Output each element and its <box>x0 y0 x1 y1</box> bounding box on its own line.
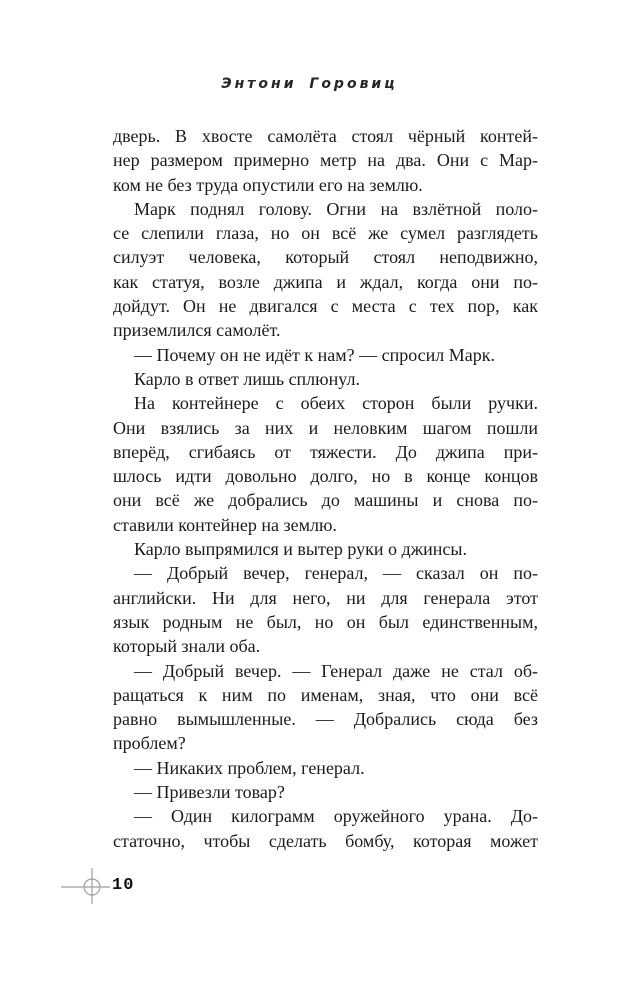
text-line: ращаться к ним по именам, зная, что они всё <box>113 684 538 705</box>
text-line: проблем? <box>113 733 186 754</box>
text-line: ком не без труда опустили его на землю. <box>113 174 423 195</box>
text-line: статочно, чтобы сделать бомбу, которая может <box>113 830 538 851</box>
text-line: язык родным не был, но он был единственным, <box>113 611 538 632</box>
text-line: приземлился самолёт. <box>113 320 281 341</box>
text-line: который знали оба. <box>113 636 261 657</box>
text-line: — Добрый вечер, генерал, — сказал он по- <box>134 563 538 584</box>
text-line: Марк поднял голову. Огни на взлётной поло- <box>134 198 538 219</box>
text-line: шлось идти довольно долго, но в конце концов <box>113 466 538 487</box>
text-line: силуэт человека, который стоял неподвижно, <box>113 247 538 268</box>
text-line: Карло в ответ лишь сплюнул. <box>134 368 360 389</box>
text-line: вперёд, сгибаясь от тяжести. До джипа при- <box>113 441 538 462</box>
text-line: — Почему он не идёт к нам? — спросил Марк. <box>134 344 496 365</box>
text-line: как статуя, возле джипа и ждал, когда они по- <box>113 271 538 292</box>
text-line: нер размером примерно метр на два. Они с Мар- <box>113 150 538 171</box>
text-line: — Один килограмм оружейного урана. До- <box>134 806 538 827</box>
page-number: 10 <box>112 876 135 895</box>
footer <box>58 864 118 908</box>
text-line: — Добрый вечер. — Генерал даже не стал об- <box>134 660 538 681</box>
text-line: Они взялись за них и неловким шагом пошли <box>113 417 538 438</box>
text-line: дойдут. Он не двигался с места с тех пор, как <box>113 296 538 317</box>
text-line: се слепили глаза, но он всё же сумел разглядеть <box>113 223 538 244</box>
text-line: дверь. В хвосте самолёта стоял чёрный контей- <box>113 126 538 146</box>
text-line: — Никаких проблем, генерал. <box>134 757 365 778</box>
text-line: Карло выпрямился и вытер руки о джинсы. <box>134 539 467 560</box>
registration-mark-icon <box>58 864 118 908</box>
text-line: — Привезли товар? <box>134 782 285 803</box>
text-line: равно вымышленные. — Добрались сюда без <box>113 709 538 730</box>
body-text <box>113 124 538 853</box>
running-head-author: Энтони Горовиц <box>221 76 398 92</box>
text-line: английски. Ни для него, ни для генерала этот <box>113 587 538 608</box>
text-line: На контейнере с обеих сторон были ручки. <box>134 393 538 414</box>
text-line: ставили контейнер на землю. <box>113 514 337 535</box>
text-line: они всё же добрались до машины и снова по- <box>113 490 538 511</box>
